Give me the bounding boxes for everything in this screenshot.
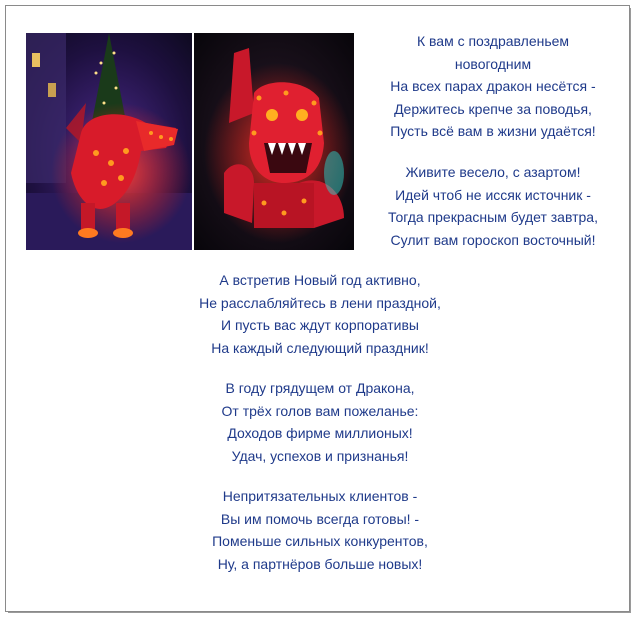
poem-line: В году грядущем от Дракона, <box>225 380 415 396</box>
poem-line: Идей чтоб не иссяк источник - <box>395 186 591 203</box>
stanza-4 <box>160 377 480 467</box>
stanza-3 <box>160 269 480 359</box>
poem-line: Вы им помочь всегда готовы! - <box>220 510 420 527</box>
poem-line: Доходов фирме миллионых! <box>227 425 413 441</box>
poem-line: Пусть всё вам в жизни удаётся! <box>390 123 596 139</box>
poem-line: Ну, а партнёров больше новых! <box>217 555 423 572</box>
poem-line: От трёх голов вам пожеланье: <box>221 402 419 419</box>
poem-line: И пусть вас ждут корпоративы <box>221 317 419 333</box>
poem-line: Держитесь крепче за поводья, <box>394 100 592 117</box>
poem-line: Живите весело, с азартом! <box>405 164 581 180</box>
stanza-2 <box>366 161 620 251</box>
poem-line: На всех парах дракон несётся - <box>390 78 596 94</box>
poem-line: Тогда прекрасным будет завтра, <box>388 209 598 225</box>
poem-line: К вам с поздравленьем <box>416 33 570 49</box>
dragon-photo-right <box>194 33 354 250</box>
poem-line: Поменьше сильных конкурентов, <box>212 533 428 549</box>
poem-line: Не расслабляйтесь в лени праздной, <box>199 294 441 311</box>
stanza-5 <box>160 485 480 575</box>
poem-line: На каждый следующий праздник! <box>211 339 429 356</box>
stanza-1 <box>366 30 620 143</box>
poem-line: А встретив Новый год активно, <box>219 272 421 288</box>
poem-line: Удач, успехов и признанья! <box>231 447 409 464</box>
poem-line: новогодним <box>454 55 532 72</box>
dragon-photo-left <box>26 33 192 250</box>
poem-line: Непритязательных клиентов - <box>222 488 418 504</box>
poem-line: Сулит вам гороскоп восточный! <box>390 231 596 248</box>
